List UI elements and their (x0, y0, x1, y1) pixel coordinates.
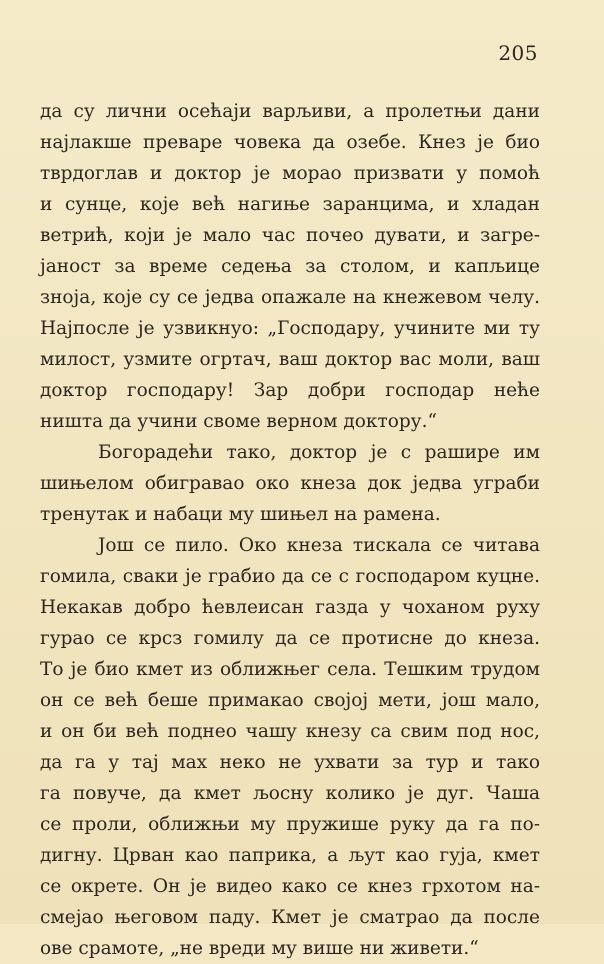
text-line: се проли, оближњи му пружише руку да га по- (40, 814, 540, 835)
text-line: најлакше преваре човека да озебе. Кнез је био (40, 132, 540, 153)
text-line: ништа да учини своме верном доктору.“ (40, 411, 437, 432)
text-line: тврдоглав и доктор је морао призвати у помоћ (40, 163, 540, 184)
text-line: Још се пило. Око кнеза тискала се читава (98, 535, 540, 556)
text-line: гомила, сваки је грабио да се с господаром куцне. (40, 566, 540, 587)
text-line: да су лични осећаји варљиви, а пролетњи дани (40, 101, 540, 122)
paragraph (40, 96, 540, 437)
text-line: То је био кмет из оближњег села. Тешким трудом (40, 659, 540, 680)
text-line: Богорадећи тако, доктор је с рашире им (98, 442, 540, 463)
body-text (40, 96, 540, 964)
text-line: доктор господару! Зар добри господар неће (40, 380, 540, 401)
text-line: и он би већ поднео чашу кнезу са свим под нос, (40, 721, 540, 742)
text-line: тренутак и набаци му шињел на рамена. (40, 504, 441, 525)
text-line: га повуче, да кмет љосну колико је дуг. Чаша (40, 783, 540, 804)
text-line: јаност за време седења за столом, и капљице (40, 256, 540, 277)
text-line: зноја, које су се једва опажале на кнежевом челу. (40, 287, 540, 308)
text-line: милост, узмите огртач, ваш доктор вас моли, ваш (40, 349, 540, 370)
text-line: се окрете. Он је видео како се кнез грхотом на- (40, 876, 540, 897)
text-line: гурао се крсз гомилу да се протисне до кнеза. (40, 628, 540, 649)
text-line: он се већ беше примакао својој мети, још мало, (40, 690, 540, 711)
text-line: Најпосле је узвикнуо: „Господару, учините ми ту (40, 318, 540, 339)
text-line: шињелом обигравао око кнеза док једва уграби (40, 473, 540, 494)
text-line: ове срамоте, „не вреди му више ни живети.“ (40, 938, 479, 959)
text-line: и сунце, које већ нагиње заранцима, и хладан (40, 194, 540, 215)
text-line: ветрић, који је мало час почео дувати, и загре- (40, 225, 540, 246)
paragraph (40, 437, 540, 530)
text-line: смејао његовом паду. Кмет је сматрао да после (40, 907, 540, 928)
text-line: да га у тај мах неко не ухвати за тур и тако (40, 752, 540, 773)
paragraph (40, 530, 540, 964)
text-line: Некакав добро ћевлеисан газда у чоханом руху (40, 597, 540, 618)
text-line: дигну. Црван као паприка, а љут као гуја, кмет (40, 845, 540, 866)
page-number: 205 (498, 41, 538, 65)
